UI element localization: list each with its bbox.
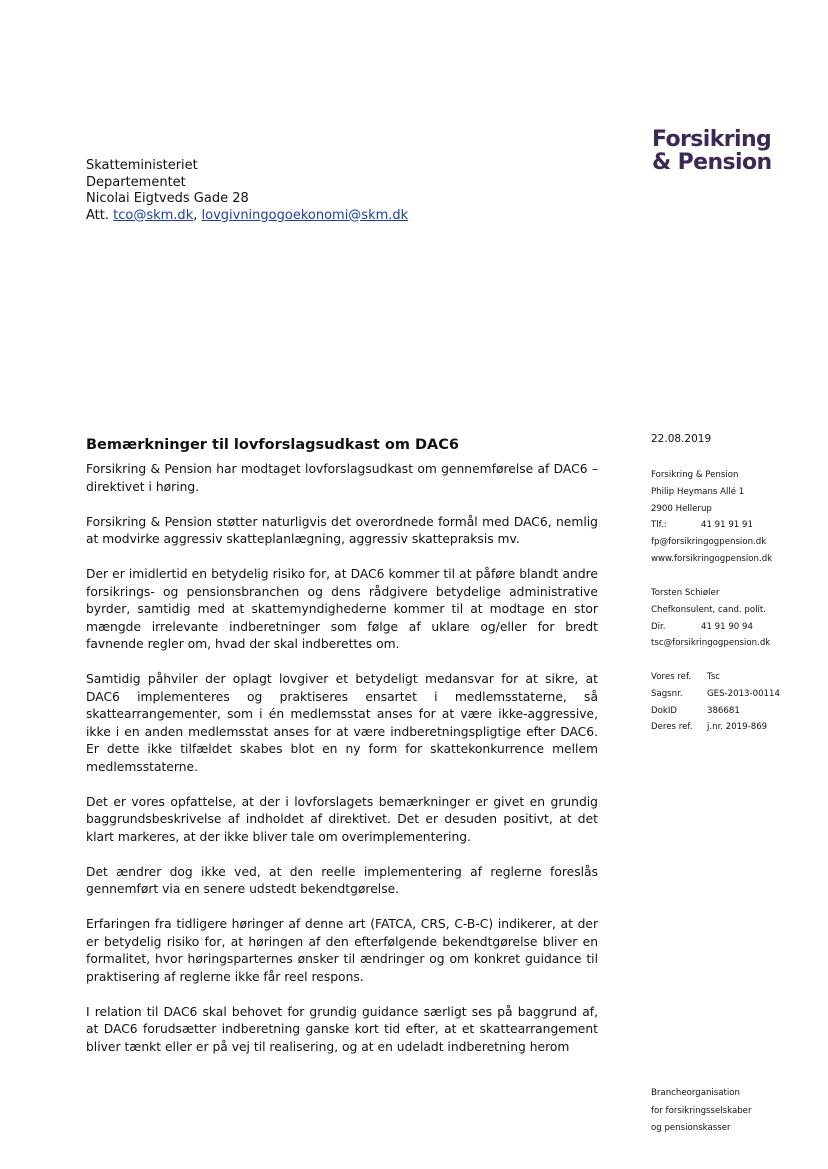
recipient-line-3: Nicolai Eigtveds Gade 28 <box>86 191 249 206</box>
ref-value: 386681 <box>707 705 740 716</box>
ref-value: j.nr. 2019-869 <box>707 722 768 733</box>
email-link-1[interactable]: tco@skm.dk <box>113 207 194 223</box>
org-city: 2900 Hellerup <box>651 503 712 514</box>
letter-date: 22.08.2019 <box>651 433 712 445</box>
org-name: Forsikring & Pension <box>651 470 739 480</box>
footer-line-3: og pensionskasser <box>651 1123 731 1133</box>
att-label: Att. <box>86 207 109 223</box>
letter-body <box>86 461 598 1074</box>
recipient-att-line <box>86 208 506 225</box>
body-paragraph: Forsikring & Pension har modtaget lovforslagsudkast om gennemførelse af DAC6 – direktivet i høring. <box>86 462 598 494</box>
ref-value: GES-2013-00114 <box>707 688 780 699</box>
body-paragraph: I relation til DAC6 skal behovet for grundig guidance særligt ses på baggrund af, at DAC6 forudsætter indberetning ganske kort tid efter, at et skattearrangement bliver tænkt eller er på vej til realisering, og at en udeladt indberetning herom <box>86 1004 598 1054</box>
footer-tagline <box>651 1085 821 1138</box>
ref-row <box>651 686 821 703</box>
ref-label: Deres ref. <box>651 722 693 733</box>
org-email[interactable]: fp@forsikringogpension.dk <box>651 537 767 548</box>
body-paragraph: Det ændrer dog ikke ved, at den reelle implementering af reglerne foreslås gennemført via en senere udstedt bekendtgørelse. <box>86 864 598 896</box>
body-paragraph: Der er imidlertid en betydelig risiko for, at DAC6 kommer til at påføre blandt andre forsikrings- og pensionsbranchen og dens rådgivere betydelige administrative byrder, samtidig med at skattemyndighederne kommer til at modtage en stor mængde irrelevante indberetninger som følge af uklare og/eller for bredt favnende regler om, hvad der skal indberettes om. <box>86 567 598 651</box>
org-phone-row <box>651 517 821 534</box>
reference-info <box>651 669 821 736</box>
contact-name: Torsten Schiøler <box>651 588 720 598</box>
body-paragraph: Det er vores opfattelse, at der i lovforslagets bemærkninger er givet en grundig baggrundsbeskrivelse af indholdet af direktivet. Det er desuden positivt, at det klart markeres, at der ikke bliver tale om overimplementering. <box>86 794 598 844</box>
recipient-line-2: Departementet <box>86 174 186 190</box>
email-separator: , <box>193 207 198 223</box>
body-paragraph: Forsikring & Pension støtter naturligvis det overordnede formål med DAC6, nemlig at modvirke aggressiv skatteplanlægning, aggressiv skattepraksis mv. <box>86 514 598 546</box>
company-logo <box>652 128 802 174</box>
ref-label: Sagsnr. <box>651 688 683 699</box>
body-paragraph: Erfaringen fra tidligere høringer af denne art (FATCA, CRS, C-B-C) indikerer, at der er betydelig risiko for, at høringen af den efterfølgende bekendtgørelse bliver en formalitet, hvor høringsparternes ønsker til ændringer og om konkret guidance til praktisering af reglerne ikke får reel respons. <box>86 917 598 984</box>
body-paragraph: Samtidig påhviler der oplagt lovgiver et betydeligt medansvar for at sikre, at DAC6 implementeres og praktiseres ensartet i medlemsstaterne, så skattearrangementer, som i én medlemsstat anses for at være ikke-aggressive, ikke i en anden medlemsstat anses for at være indberetningspligtige efter DAC6. Er dette ikke tilfældet skabes blot en ny form for skattekonkurrence mellem medlemsstaterne. <box>86 672 598 774</box>
sender-info <box>651 467 821 568</box>
email-link-2[interactable]: lovgivningogoekonomi@skm.dk <box>201 207 409 223</box>
letter-heading: Bemærkninger til lovforslagsudkast om DAC6 <box>86 437 459 453</box>
ref-label: DokID <box>651 705 678 716</box>
contact-title: Chefkonsulent, cand. polit. <box>651 604 766 615</box>
ref-label: Vores ref. <box>651 672 692 682</box>
phone-value: 41 91 91 91 <box>701 520 753 531</box>
recipient-line-1: Skatteministeriet <box>86 158 198 173</box>
recipient-address <box>86 158 506 224</box>
footer-line-1: Brancheorganisation <box>651 1088 741 1098</box>
ref-row <box>651 719 821 736</box>
footer-line-2: for forsikringsselskaber <box>651 1105 752 1116</box>
direct-phone-row <box>651 619 821 636</box>
logo-line-1: Forsikring <box>652 127 772 152</box>
org-street: Philip Heymans Allé 1 <box>651 486 745 497</box>
logo-line-2: & Pension <box>652 150 772 175</box>
contact-info <box>651 585 821 652</box>
ref-row <box>651 669 821 686</box>
direct-label: Dir. <box>651 621 666 632</box>
contact-email[interactable]: tsc@forsikringogpension.dk <box>651 638 771 649</box>
org-web[interactable]: www.forsikringogpension.dk <box>651 553 773 564</box>
ref-row <box>651 703 821 720</box>
direct-phone: 41 91 90 94 <box>701 621 753 632</box>
ref-value: Tsc <box>707 672 721 682</box>
phone-label: Tlf.: <box>651 520 667 531</box>
